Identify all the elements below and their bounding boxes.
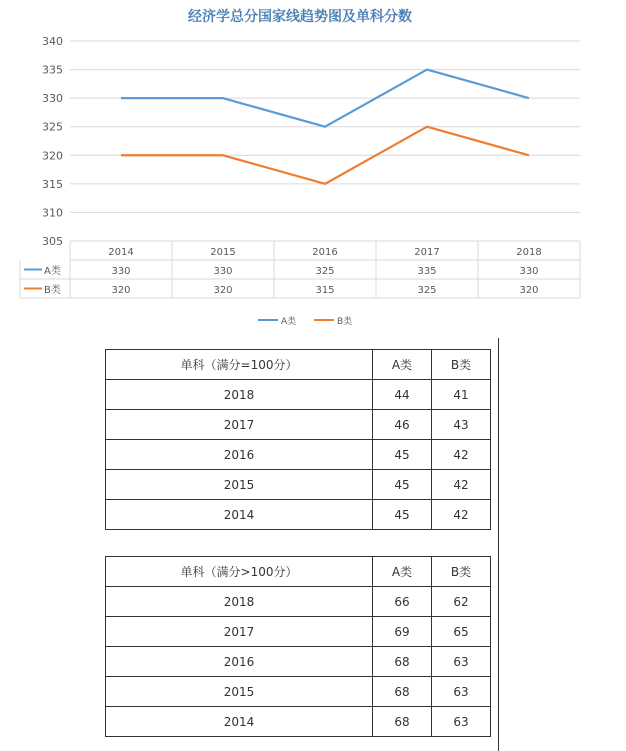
table-series-name: B类 [44,285,61,296]
y-tick-label: 335 [42,63,63,77]
table-row [106,677,491,707]
header-b: B类 [432,350,491,380]
cell-a: 68 [373,647,432,677]
cell-year: 2018 [106,587,373,617]
data-label: 320 [519,285,539,296]
cell-b: 42 [432,500,491,530]
cell-year: 2018 [106,380,373,410]
table-row [106,617,491,647]
table-row [106,410,491,440]
x-tick-label: 2014 [108,247,134,258]
cell-b: 41 [432,380,491,410]
cell-b: 63 [432,707,491,737]
y-tick-label: 340 [42,35,63,48]
legend [258,315,352,327]
table-row [106,470,491,500]
single-subject-100-table [105,349,491,530]
table-series-name: A类 [44,266,61,277]
cell-b: 42 [432,470,491,500]
data-label: 325 [417,285,437,296]
cell-b: 65 [432,617,491,647]
table-row [106,707,491,737]
cell-b: 63 [432,677,491,707]
table-row [106,587,491,617]
y-tick-label: 320 [42,149,63,163]
table-row [106,380,491,410]
data-label: 330 [213,266,233,277]
cell-a: 44 [373,380,432,410]
vertical-divider [498,338,499,751]
table-header-row [106,557,491,587]
legend-label: A类 [281,317,297,327]
data-label: 325 [315,266,335,277]
y-tick-label: 310 [42,206,63,220]
x-tick-label: 2017 [414,247,440,258]
cell-a: 68 [373,707,432,737]
header-b: B类 [432,557,491,587]
cell-year: 2016 [106,440,373,470]
cell-a: 45 [373,500,432,530]
chart-data-table [20,241,580,298]
y-tick-label: 325 [42,120,63,134]
header-a: A类 [373,350,432,380]
header-subject: 单科（满分=100分） [106,350,373,380]
y-axis-ticks [42,35,63,248]
cell-b: 42 [432,440,491,470]
data-label: 330 [111,266,131,277]
cell-year: 2017 [106,617,373,647]
header-subject: 单科（满分>100分） [106,557,373,587]
cell-a: 46 [373,410,432,440]
legend-label: B类 [337,317,353,327]
data-label: 330 [519,266,539,277]
cell-b: 43 [432,410,491,440]
data-label: 320 [111,285,131,296]
y-tick-label: 305 [42,235,63,248]
chart-title: 经济学总分国家线趋势图及单科分数 [188,9,412,25]
cell-year: 2014 [106,707,373,737]
cell-year: 2015 [106,470,373,500]
y-tick-label: 330 [42,92,63,106]
cell-a: 66 [373,587,432,617]
data-label: 315 [315,285,335,296]
cell-b: 62 [432,587,491,617]
table-row [106,500,491,530]
cell-a: 68 [373,677,432,707]
header-a: A类 [373,557,432,587]
cell-a: 45 [373,440,432,470]
data-label: 320 [213,285,233,296]
line-chart [0,0,626,340]
x-tick-label: 2018 [516,247,542,258]
cell-year: 2017 [106,410,373,440]
table-row [106,440,491,470]
single-subject-over-100-table [105,556,491,737]
cell-b: 63 [432,647,491,677]
y-tick-label: 315 [42,177,63,191]
x-tick-label: 2016 [312,247,338,258]
data-label: 335 [417,266,437,277]
table-header-row [106,350,491,380]
cell-a: 45 [373,470,432,500]
cell-year: 2016 [106,647,373,677]
cell-year: 2014 [106,500,373,530]
table-row [106,647,491,677]
x-tick-label: 2015 [210,247,236,258]
cell-a: 69 [373,617,432,647]
cell-year: 2015 [106,677,373,707]
